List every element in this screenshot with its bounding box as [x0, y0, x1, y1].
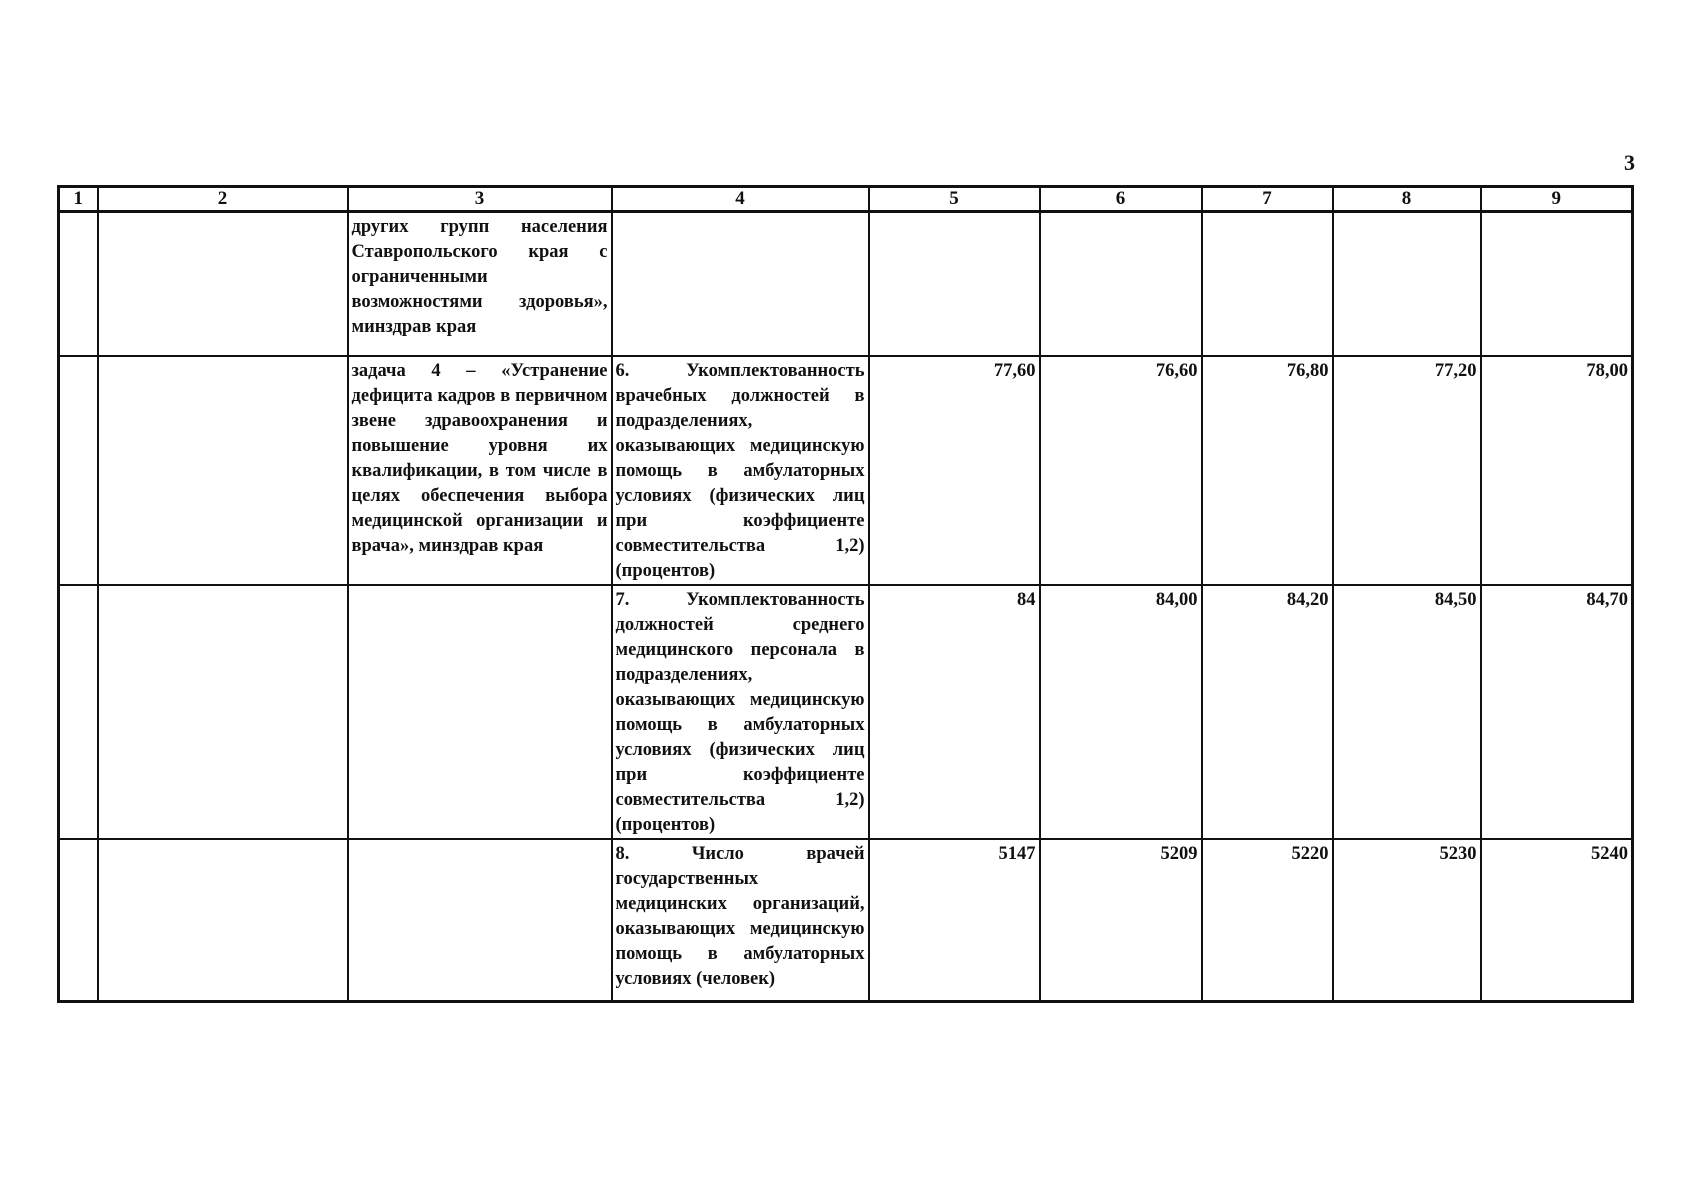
- value-cell: 5230: [1333, 839, 1481, 1002]
- table-cell: [59, 585, 98, 839]
- table-cell: [98, 585, 348, 839]
- value-cell: 84,50: [1333, 585, 1481, 839]
- table-cell: [98, 212, 348, 357]
- table-cell: [59, 839, 98, 1002]
- value-cell: 84: [869, 585, 1040, 839]
- table-cell: [98, 839, 348, 1002]
- page-number: 3: [1624, 150, 1635, 175]
- task-description-cell: задача 4 – «Устранение дефицита кадров в первичном звене здравоохранения и повышение уровня их квалификации, в том числе в целях обеспечения выбора медицинской организации и врача», минздрав края: [348, 356, 612, 585]
- table-cell: [59, 212, 98, 357]
- column-header: 6: [1040, 187, 1202, 212]
- indicators-table: [57, 185, 1634, 1003]
- column-header: 7: [1202, 187, 1333, 212]
- value-cell: 77,20: [1333, 356, 1481, 585]
- task-description-cell: других групп населения Ставропольского края с ограниченными возможностями здоровья», минздрав края: [348, 212, 612, 357]
- column-header: 3: [348, 187, 612, 212]
- indicator-cell: 7. Укомплектованность должностей среднего медицинского персонала в подразделениях, оказывающих медицинскую помощь в амбулаторных условиях (физических лиц при коэффициенте совместительства 1,2) (процентов): [612, 585, 869, 839]
- column-header: 4: [612, 187, 869, 212]
- value-cell: 76,60: [1040, 356, 1202, 585]
- indicator-cell: 6. Укомплектованность врачебных должностей в подразделениях, оказывающих медицинскую помощь в амбулаторных условиях (физических лиц при коэффициенте совместительства 1,2) (процентов): [612, 356, 869, 585]
- indicator-cell: [612, 212, 869, 357]
- value-cell: 84,00: [1040, 585, 1202, 839]
- value-cell: 84,20: [1202, 585, 1333, 839]
- table-row: [59, 585, 1633, 839]
- column-header: 5: [869, 187, 1040, 212]
- value-cell: 78,00: [1481, 356, 1633, 585]
- value-cell: 5147: [869, 839, 1040, 1002]
- value-cell: 77,60: [869, 356, 1040, 585]
- table-header-row: [59, 187, 1633, 212]
- value-cell: [1202, 212, 1333, 357]
- task-description-cell: [348, 839, 612, 1002]
- value-cell: [1333, 212, 1481, 357]
- table-row: [59, 839, 1633, 1002]
- value-cell: [1040, 212, 1202, 357]
- value-cell: 84,70: [1481, 585, 1633, 839]
- value-cell: [869, 212, 1040, 357]
- indicator-cell: 8. Число врачей государственных медицинских организаций, оказывающих медицинскую помощь в амбулаторных условиях (человек): [612, 839, 869, 1002]
- value-cell: [1481, 212, 1633, 357]
- table-cell: [98, 356, 348, 585]
- task-description-cell: [348, 585, 612, 839]
- value-cell: 5240: [1481, 839, 1633, 1002]
- table-cell: [59, 356, 98, 585]
- table-row: [59, 212, 1633, 357]
- column-header: 9: [1481, 187, 1633, 212]
- value-cell: 5220: [1202, 839, 1333, 1002]
- column-header: 1: [59, 187, 98, 212]
- value-cell: 76,80: [1202, 356, 1333, 585]
- column-header: 8: [1333, 187, 1481, 212]
- value-cell: 5209: [1040, 839, 1202, 1002]
- column-header: 2: [98, 187, 348, 212]
- table-row: [59, 356, 1633, 585]
